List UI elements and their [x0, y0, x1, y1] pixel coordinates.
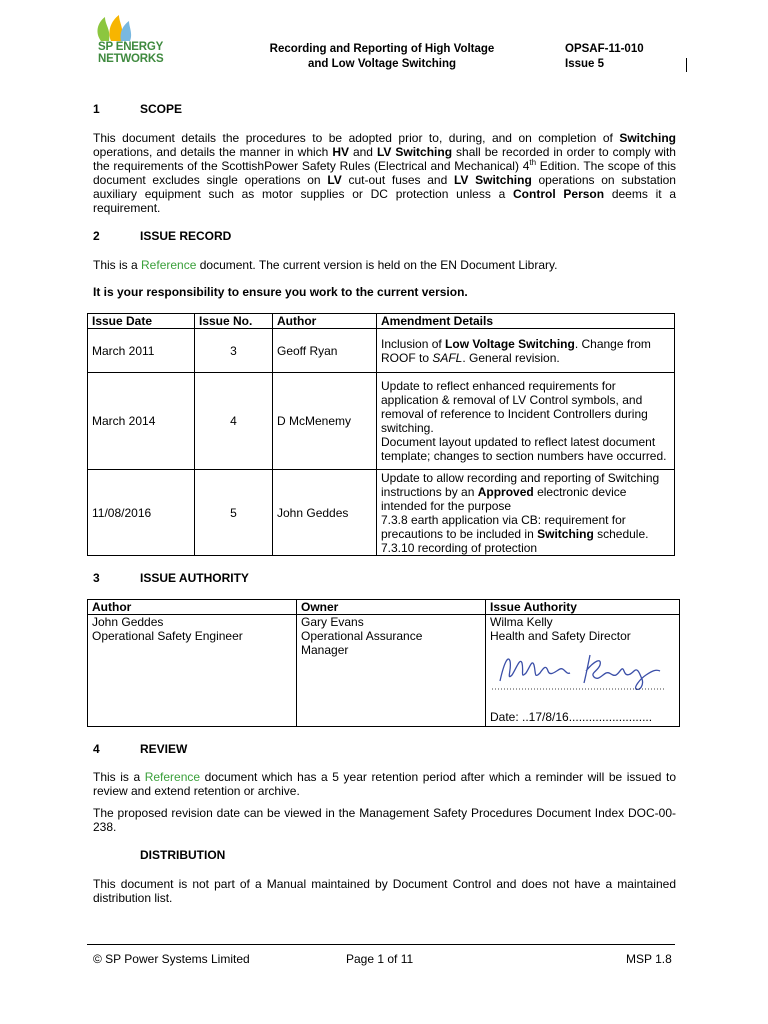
text: document which has a 5 year retention period after which a reminder will be issued to review and extend retention or archive. [93, 770, 676, 798]
authority-cell [486, 615, 680, 727]
signature-image [490, 645, 670, 695]
owner-cell [297, 615, 486, 727]
text-run: SAFL [432, 350, 463, 365]
amendment-details-cell [377, 470, 675, 556]
amendment-details-cell [377, 329, 675, 373]
text-run: Inclusion of [381, 336, 446, 351]
text-run: Update to allow recording and reporting of Switching instructions by an [381, 470, 660, 499]
table-row [88, 329, 675, 373]
logo-line1: SP ENERGY [98, 41, 164, 53]
sp-energy-networks-logo [91, 13, 191, 68]
header-bar [686, 58, 687, 72]
title-line2: and Low Voltage Switching [307, 58, 456, 70]
scope-paragraph [93, 131, 676, 215]
text-run: HV [332, 145, 349, 159]
header-owner: Owner [297, 600, 486, 615]
text-run: 7.3.10 recording of protection [381, 540, 538, 555]
text-run: Approved [477, 484, 534, 499]
table-row [88, 373, 675, 470]
logo-flame-icon [93, 13, 153, 43]
owner-role: Operational Assurance [301, 629, 423, 643]
reference-link[interactable]: Reference [141, 258, 197, 272]
text-run: deems it a requirement. [93, 187, 677, 215]
document-title [232, 42, 532, 72]
table-row [88, 615, 680, 727]
text-run: Edition. The scope of this document excludes single operations on [93, 159, 676, 187]
text: document. The current version is held on the EN Document Library. [196, 258, 558, 272]
footer-page-number: Page 1 of 11 [346, 952, 414, 966]
issue-record-table [87, 313, 675, 556]
table-row [88, 470, 675, 556]
text-run: Switching [537, 526, 594, 541]
issue-no-cell: 5 [195, 470, 273, 556]
text: This is a [93, 770, 145, 784]
author-cell: D McMenemy [273, 373, 377, 470]
logo-text [98, 41, 163, 65]
header-author: Author [273, 314, 377, 329]
authority-name: Wilma Kelly [490, 615, 553, 629]
header-amendment-details: Amendment Details [377, 314, 675, 329]
section-number: 1 [93, 102, 100, 116]
issue-number: Issue 5 [565, 58, 604, 70]
signature-date: Date: ..17/8/16......................... [490, 710, 653, 724]
responsibility-statement: It is your responsibility to ensure you work to the current version. [93, 285, 468, 299]
text-run: cut-out fuses and [341, 173, 454, 187]
authority-role: Health and Safety Director [490, 629, 631, 643]
amendment-details-cell [377, 373, 675, 470]
text-run: operations, and details the manner in which [93, 145, 333, 159]
text-run: operations on substation auxiliary equipment such as motor supplies or DC protection unless a [93, 173, 676, 201]
reference-link[interactable]: Reference [144, 770, 201, 784]
text: This is a [93, 258, 142, 272]
review-paragraph-1 [93, 770, 676, 798]
distribution-paragraph: This document is not part of a Manual maintained by Document Control and does not have a maintained distribution list. [93, 877, 676, 905]
text-run: LV [327, 173, 342, 187]
owner-role-cont: Manager [301, 643, 349, 657]
header-issue-authority: Issue Authority [486, 600, 680, 615]
author-cell: John Geddes [273, 470, 377, 556]
header-issue-date: Issue Date [88, 314, 195, 329]
footer-rule [87, 944, 675, 945]
owner-name: Gary Evans [301, 615, 364, 629]
section-title: SCOPE [140, 102, 183, 116]
text-run: shall be recorded in order to comply with the requirements of the ScottishPower Safety Rules (Electrical and Mechanical) 4 [93, 145, 676, 173]
section-number: 2 [93, 229, 100, 243]
text-run: electronic device intended for the purpose [381, 484, 627, 513]
text-run: Update to reflect enhanced requirements for application & removal of LV Control symbols, and removal of reference to Incident Controllers during switching. [381, 379, 648, 435]
text-run: Document layout updated to reflect latest document template; changes to section numbers have occurred. [381, 435, 667, 463]
text-run: schedule. [593, 526, 649, 541]
review-paragraph-2: The proposed revision date can be viewed in the Management Safety Procedures Document Index DOC-00-238. [93, 806, 676, 834]
text-run: and [348, 145, 377, 159]
issue-date-cell: 11/08/2016 [88, 470, 195, 556]
logo-line2: NETWORKS [98, 53, 164, 65]
section-number: 3 [93, 571, 100, 585]
header-issue-no: Issue No. [195, 314, 273, 329]
table-header-row [88, 314, 675, 329]
footer-copyright: © SP Power Systems Limited [93, 952, 250, 966]
text-run: Control Person [513, 187, 605, 201]
author-name: John Geddes [92, 615, 164, 629]
text-run: . Change from ROOF to [381, 336, 651, 365]
section-title: ISSUE RECORD [140, 229, 232, 243]
author-cell: Geoff Ryan [273, 329, 377, 373]
issue-no-cell: 4 [195, 373, 273, 470]
text-run: LV Switching [453, 173, 532, 187]
text-run: . General revision. [462, 350, 560, 365]
issue-date-cell: March 2014 [88, 373, 195, 470]
text-run: Low Voltage Switching [445, 336, 575, 351]
issue-authority-table [87, 599, 680, 727]
section-number: 4 [93, 742, 100, 756]
section-title: ISSUE AUTHORITY [140, 571, 249, 585]
doc-ref: OPSAF-11-010 [565, 43, 644, 55]
author-role: Operational Safety Engineer [92, 629, 243, 643]
text-run: Switching [619, 131, 676, 145]
document-reference [565, 42, 644, 72]
text-run: LV Switching [376, 145, 453, 159]
issue-no-cell: 3 [195, 329, 273, 373]
text-run: This document details the procedures to be adopted prior to, during, and on completion of [93, 131, 620, 145]
title-line1: Recording and Reporting of High Voltage [269, 43, 495, 55]
section-title: REVIEW [140, 742, 188, 756]
reference-statement [93, 258, 676, 272]
text-run: th [529, 158, 537, 167]
footer-msp-version: MSP 1.8 [626, 952, 672, 966]
header-author: Author [88, 600, 297, 615]
author-cell [88, 615, 297, 727]
text-run: 7.3.8 earth application via CB: requirement for precautions to be included in [381, 512, 626, 541]
distribution-heading: DISTRIBUTION [140, 848, 226, 862]
table-header-row [88, 600, 680, 615]
issue-date-cell: March 2011 [88, 329, 195, 373]
